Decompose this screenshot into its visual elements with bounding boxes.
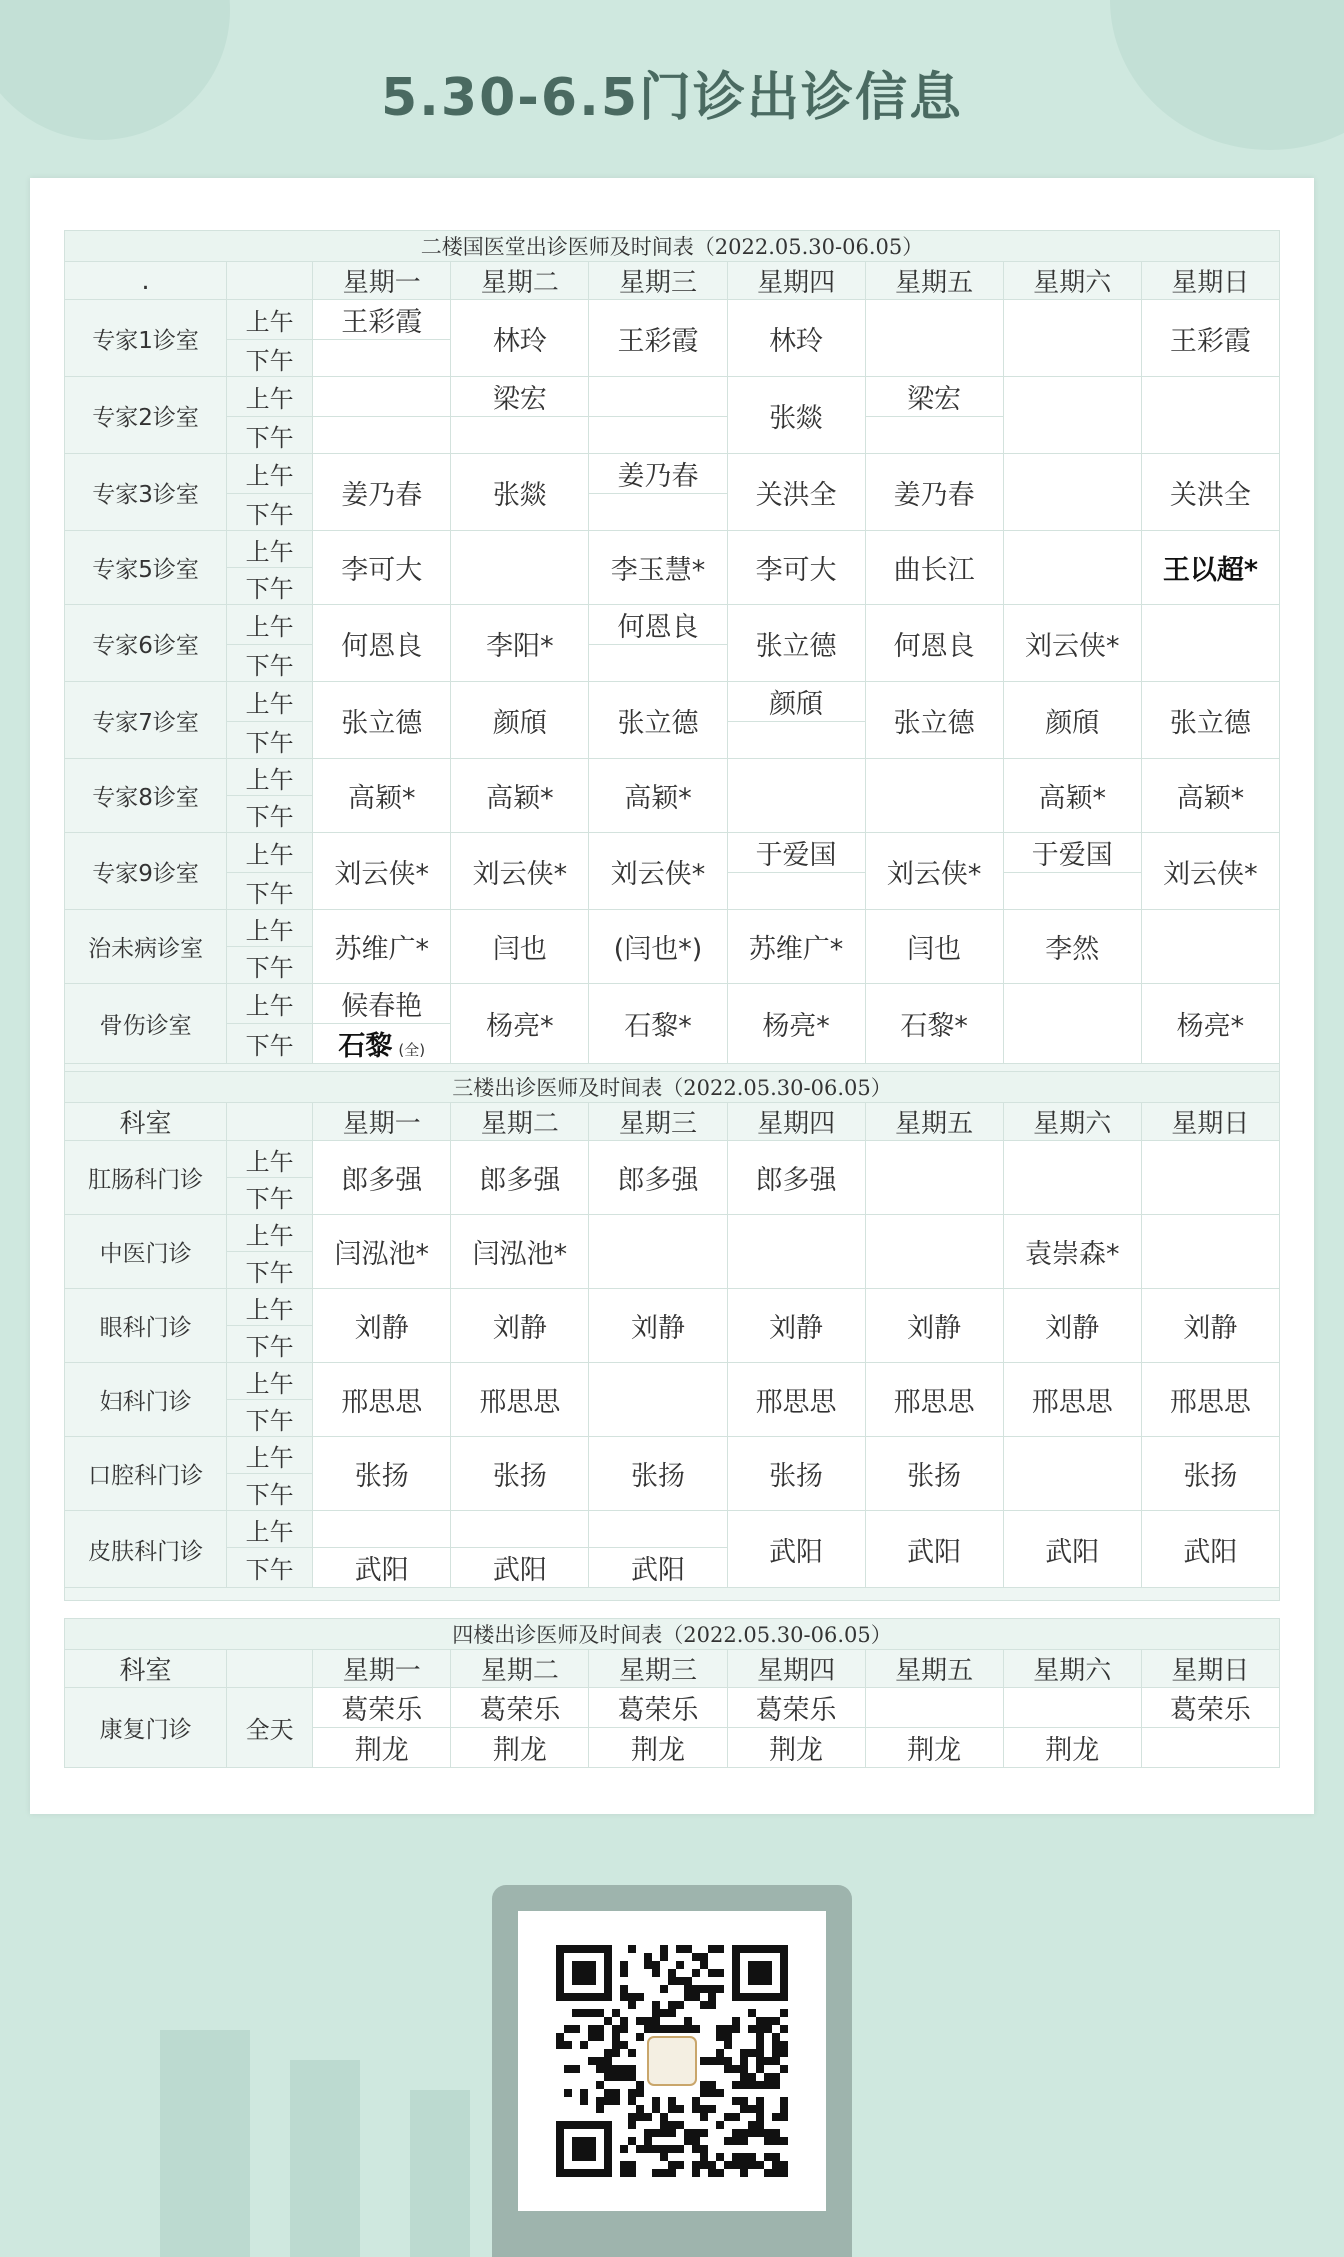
floor2-row-am — [65, 377, 1280, 417]
doctor-cell: 李玉慧* — [589, 531, 727, 605]
doctor-cell — [1003, 377, 1141, 454]
department-name: 眼科门诊 — [65, 1289, 227, 1363]
doctor-cell: 郎多强 — [313, 1141, 451, 1215]
floor2-header-cell: 星期一 — [313, 262, 451, 300]
doctor-cell-pm — [589, 494, 727, 531]
doctor-cell — [865, 1141, 1003, 1215]
time-pm-label: 下午 — [227, 1326, 313, 1363]
decor-building-3 — [410, 2090, 470, 2257]
floor3-row-am — [65, 1511, 1280, 1548]
doctor-cell: 李阳* — [451, 605, 589, 682]
doctor-cell: 何恩良 — [313, 605, 451, 682]
floor3-spacer — [65, 1588, 1280, 1601]
doctor-cell-am: 候春艳 — [313, 984, 451, 1024]
doctor-cell: (闫也*) — [589, 910, 727, 984]
time-pm-label: 下午 — [227, 645, 313, 682]
time-pm-label: 下午 — [227, 1400, 313, 1437]
doctor-cell: 颜頎 — [451, 682, 589, 759]
doctor-cell-line2: 荆龙 — [1003, 1728, 1141, 1768]
floor2-row-am — [65, 984, 1280, 1024]
doctor-cell-pm — [727, 722, 865, 759]
doctor-cell — [1003, 454, 1141, 531]
doctor-cell-line2: 荆龙 — [865, 1728, 1003, 1768]
doctor-cell: 石黎* — [589, 984, 727, 1064]
department-name: 康复门诊 — [65, 1688, 227, 1768]
department-name: 专家9诊室 — [65, 833, 227, 910]
doctor-cell-pm — [727, 873, 865, 910]
department-name: 专家5诊室 — [65, 531, 227, 605]
floor4-header-cell: 星期三 — [589, 1650, 727, 1688]
doctor-cell-am — [313, 1511, 451, 1548]
doctor-cell-line2: 荆龙 — [313, 1728, 451, 1768]
doctor-cell-pm — [589, 645, 727, 682]
doctor-cell: 张扬 — [727, 1437, 865, 1511]
floor3-header-cell — [227, 1103, 313, 1141]
floor2-header-cell: 星期三 — [589, 262, 727, 300]
doctor-cell: 张立德 — [313, 682, 451, 759]
floor4-caption-row — [65, 1619, 1280, 1650]
time-am-label: 上午 — [227, 1363, 313, 1400]
doctor-cell-pm — [1003, 873, 1141, 910]
doctor-cell-pm — [313, 417, 451, 454]
doctor-cell: 闫也 — [451, 910, 589, 984]
time-pm-label: 下午 — [227, 1178, 313, 1215]
floor3-row-am — [65, 1437, 1280, 1474]
doctor-cell-pm — [589, 1548, 727, 1588]
doctor-cell — [589, 1215, 727, 1289]
doctor-cell — [1141, 910, 1279, 984]
doctor-cell-am: 颜頎 — [727, 682, 865, 722]
doctor-cell-pm — [865, 417, 1003, 454]
doctor-cell: 邢思思 — [865, 1363, 1003, 1437]
floor2-header-cell: 星期六 — [1003, 262, 1141, 300]
floor2-header-cell: 星期二 — [451, 262, 589, 300]
qr-panel — [492, 1885, 852, 2257]
floor2-row-am — [65, 454, 1280, 494]
doctor-cell: 武阳 — [1003, 1511, 1141, 1588]
floor2-caption: 二楼国医堂出诊医师及时间表（2022.05.30-06.05） — [65, 231, 1280, 262]
time-pm-label: 下午 — [227, 1252, 313, 1289]
floor3-header-cell: 星期三 — [589, 1103, 727, 1141]
doctor-cell — [1141, 1141, 1279, 1215]
doctor-cell: 王以超* — [1141, 531, 1279, 605]
time-am-label: 上午 — [227, 910, 313, 947]
floor3-header-row — [65, 1103, 1280, 1141]
time-am-label: 上午 — [227, 1141, 313, 1178]
department-name: 肛肠科门诊 — [65, 1141, 227, 1215]
doctor-cell: 颜頎 — [1003, 682, 1141, 759]
doctor-cell — [727, 1215, 865, 1289]
floor3-header-cell: 星期四 — [727, 1103, 865, 1141]
floor2-header-row — [65, 262, 1280, 300]
doctor-cell — [727, 759, 865, 833]
doctor-cell: 曲长江 — [865, 531, 1003, 605]
time-am-label: 上午 — [227, 682, 313, 722]
doctor-cell — [1141, 1215, 1279, 1289]
doctor-cell-line1 — [865, 1688, 1003, 1728]
floor4-header-cell: 星期四 — [727, 1650, 865, 1688]
doctor-cell-line1: 葛荣乐 — [313, 1688, 451, 1728]
doctor-cell — [1003, 300, 1141, 377]
doctor-cell: 张扬 — [865, 1437, 1003, 1511]
doctor-cell: 苏维广* — [727, 910, 865, 984]
doctor-cell: 杨亮* — [1141, 984, 1279, 1064]
floor4-header-row — [65, 1650, 1280, 1688]
doctor-cell-line1 — [1003, 1688, 1141, 1728]
time-am-label: 上午 — [227, 1437, 313, 1474]
doctor-cell: 刘静 — [1141, 1289, 1279, 1363]
schedule-card — [30, 178, 1314, 1814]
doctor-cell: 武阳 — [865, 1511, 1003, 1588]
department-name: 专家6诊室 — [65, 605, 227, 682]
doctor-name: 石黎 — [338, 1031, 393, 1062]
doctor-cell — [589, 1363, 727, 1437]
doctor-cell: 姜乃春 — [865, 454, 1003, 531]
doctor-cell-line2: 荆龙 — [589, 1728, 727, 1768]
doctor-cell: 袁崇森* — [1003, 1215, 1141, 1289]
doctor-cell-line1: 葛荣乐 — [589, 1688, 727, 1728]
doctor-cell: 苏维广* — [313, 910, 451, 984]
doctor-cell: 林玲 — [451, 300, 589, 377]
doctor-cell: 刘静 — [727, 1289, 865, 1363]
time-pm-label: 下午 — [227, 1474, 313, 1511]
time-am-label: 上午 — [227, 377, 313, 417]
time-pm-label: 下午 — [227, 1548, 313, 1588]
doctor-cell-pm — [313, 1024, 451, 1064]
floor2-row-am — [65, 531, 1280, 568]
time-pm-label: 下午 — [227, 494, 313, 531]
doctor-cell: 何恩良 — [865, 605, 1003, 682]
doctor-cell: 石黎* — [865, 984, 1003, 1064]
doctor-cell: 郎多强 — [451, 1141, 589, 1215]
doctor-cell: 张立德 — [1141, 682, 1279, 759]
time-pm-label: 下午 — [227, 568, 313, 605]
doctor-cell — [1141, 377, 1279, 454]
doctor-cell: 关洪全 — [1141, 454, 1279, 531]
decor-building-2 — [290, 2060, 360, 2257]
floor3-row-am — [65, 1363, 1280, 1400]
floor2-row-am — [65, 759, 1280, 796]
floor3-schedule-table — [64, 1071, 1280, 1601]
floor3-row-am — [65, 1141, 1280, 1178]
floor3-row-am — [65, 1289, 1280, 1326]
doctor-cell: 高颖* — [1141, 759, 1279, 833]
doctor-cell: 刘云侠* — [313, 833, 451, 910]
floor3-header-cell: 星期二 — [451, 1103, 589, 1141]
doctor-cell-am — [451, 1511, 589, 1548]
floor3-row-am — [65, 1215, 1280, 1252]
doctor-cell: 高颖* — [589, 759, 727, 833]
department-name: 妇科门诊 — [65, 1363, 227, 1437]
doctor-cell: 邢思思 — [1141, 1363, 1279, 1437]
doctor-cell: 邢思思 — [313, 1363, 451, 1437]
doctor-cell-am: 姜乃春 — [589, 454, 727, 494]
doctor-cell-am — [589, 1511, 727, 1548]
doctor-cell-pm — [451, 417, 589, 454]
time-am-label: 上午 — [227, 300, 313, 340]
floor4-schedule-table — [64, 1618, 1280, 1768]
doctor-cell: 高颖* — [451, 759, 589, 833]
doctor-cell: 刘云侠* — [1141, 833, 1279, 910]
time-am-label: 上午 — [227, 605, 313, 645]
doctor-cell: 姜乃春 — [313, 454, 451, 531]
doctor-cell: 郎多强 — [727, 1141, 865, 1215]
doctor-cell: 张扬 — [589, 1437, 727, 1511]
doctor-cell: 刘云侠* — [865, 833, 1003, 910]
doctor-cell: 邢思思 — [1003, 1363, 1141, 1437]
floor3-caption-row — [65, 1072, 1280, 1103]
floor2-row-am — [65, 910, 1280, 947]
doctor-cell: 张燚 — [727, 377, 865, 454]
floor3-header-cell: 星期一 — [313, 1103, 451, 1141]
doctor-cell-pm — [589, 417, 727, 454]
floor2-header-cell: 星期四 — [727, 262, 865, 300]
floor4-header-cell: 科室 — [65, 1650, 227, 1688]
doctor-cell-am: 何恩良 — [589, 605, 727, 645]
doctor-cell — [865, 300, 1003, 377]
floor2-header-cell: 星期五 — [865, 262, 1003, 300]
department-name: 治未病诊室 — [65, 910, 227, 984]
doctor-cell: 刘云侠* — [1003, 605, 1141, 682]
doctor-cell: 刘静 — [451, 1289, 589, 1363]
doctor-cell: 刘静 — [589, 1289, 727, 1363]
doctor-cell: 张立德 — [865, 682, 1003, 759]
floor2-caption-row — [65, 231, 1280, 262]
doctor-cell: 刘静 — [1003, 1289, 1141, 1363]
doctor-cell: 郎多强 — [589, 1141, 727, 1215]
time-pm-label: 下午 — [227, 722, 313, 759]
floor2-header-cell: . — [65, 262, 227, 300]
doctor-cell: 关洪全 — [727, 454, 865, 531]
doctor-cell: 刘静 — [313, 1289, 451, 1363]
page-title: 5.30-6.5门诊出诊信息 — [381, 68, 963, 128]
doctor-cell — [451, 531, 589, 605]
floor2-row-am — [65, 682, 1280, 722]
department-name: 皮肤科门诊 — [65, 1511, 227, 1588]
floor2-row-am — [65, 605, 1280, 645]
doctor-name: 武阳 — [492, 1555, 547, 1586]
floor4-row-1 — [65, 1688, 1280, 1728]
doctor-cell: 高颖* — [313, 759, 451, 833]
time-pm-label: 下午 — [227, 417, 313, 454]
doctor-cell-line1: 葛荣乐 — [451, 1688, 589, 1728]
doctor-cell: 刘云侠* — [589, 833, 727, 910]
floor3-caption: 三楼出诊医师及时间表（2022.05.30-06.05） — [65, 1072, 1280, 1103]
floor3-header-cell: 星期六 — [1003, 1103, 1141, 1141]
doctor-cell: 张燚 — [451, 454, 589, 531]
time-am-label: 上午 — [227, 1289, 313, 1326]
doctor-cell — [1003, 1141, 1141, 1215]
doctor-name: 武阳 — [354, 1555, 409, 1586]
doctor-cell: 杨亮* — [727, 984, 865, 1064]
floor2-header-cell — [227, 262, 313, 300]
doctor-cell: 张扬 — [313, 1437, 451, 1511]
doctor-cell: 李可大 — [727, 531, 865, 605]
doctor-cell: 张立德 — [727, 605, 865, 682]
department-name: 专家3诊室 — [65, 454, 227, 531]
time-am-label: 上午 — [227, 833, 313, 873]
doctor-cell-am: 于爱国 — [727, 833, 865, 873]
floor4-header-cell: 星期一 — [313, 1650, 451, 1688]
time-pm-label: 下午 — [227, 947, 313, 984]
time-am-label: 上午 — [227, 1215, 313, 1252]
doctor-cell: 杨亮* — [451, 984, 589, 1064]
doctor-cell: 武阳 — [727, 1511, 865, 1588]
time-am-label: 上午 — [227, 1511, 313, 1548]
department-name: 中医门诊 — [65, 1215, 227, 1289]
time-am-label: 上午 — [227, 531, 313, 568]
floor2-header-cell: 星期日 — [1141, 262, 1279, 300]
full-day-note: (全) — [398, 1041, 426, 1059]
doctor-cell: 邢思思 — [727, 1363, 865, 1437]
doctor-cell: 李可大 — [313, 531, 451, 605]
department-name: 专家2诊室 — [65, 377, 227, 454]
floor4-caption: 四楼出诊医师及时间表（2022.05.30-06.05） — [65, 1619, 1280, 1650]
doctor-cell-am: 梁宏 — [865, 377, 1003, 417]
doctor-cell: 闫也 — [865, 910, 1003, 984]
floor2-schedule-table — [64, 230, 1280, 1077]
floor4-header-cell — [227, 1650, 313, 1688]
doctor-cell-line1: 葛荣乐 — [1141, 1688, 1279, 1728]
doctor-cell-am — [313, 377, 451, 417]
qr-code-graphic — [518, 1911, 826, 2211]
doctor-cell: 刘静 — [865, 1289, 1003, 1363]
doctor-cell: 刘云侠* — [451, 833, 589, 910]
floor2-row-am — [65, 300, 1280, 340]
department-name: 口腔科门诊 — [65, 1437, 227, 1511]
doctor-cell: 张扬 — [451, 1437, 589, 1511]
doctor-cell — [865, 759, 1003, 833]
doctor-cell: 武阳 — [1141, 1511, 1279, 1588]
doctor-cell-pm — [313, 340, 451, 377]
doctor-cell-am: 王彩霞 — [313, 300, 451, 340]
doctor-cell: 邢思思 — [451, 1363, 589, 1437]
floor3-spacer-row — [65, 1588, 1280, 1601]
doctor-cell — [1003, 1437, 1141, 1511]
department-name: 专家8诊室 — [65, 759, 227, 833]
doctor-cell — [1003, 531, 1141, 605]
department-name: 骨伤诊室 — [65, 984, 227, 1064]
doctor-cell — [865, 1215, 1003, 1289]
department-name: 专家7诊室 — [65, 682, 227, 759]
doctor-cell: 王彩霞 — [589, 300, 727, 377]
doctor-cell: 闫泓池* — [451, 1215, 589, 1289]
doctor-cell-am: 于爱国 — [1003, 833, 1141, 873]
decor-building-1 — [160, 2030, 250, 2257]
floor4-header-cell: 星期六 — [1003, 1650, 1141, 1688]
doctor-cell: 张立德 — [589, 682, 727, 759]
time-pm-label: 下午 — [227, 873, 313, 910]
doctor-cell — [1003, 984, 1141, 1064]
floor3-header-cell: 科室 — [65, 1103, 227, 1141]
doctor-name: 武阳 — [630, 1555, 685, 1586]
time-pm-label: 下午 — [227, 1024, 313, 1064]
doctor-cell: 林玲 — [727, 300, 865, 377]
department-name: 专家1诊室 — [65, 300, 227, 377]
doctor-cell: 高颖* — [1003, 759, 1141, 833]
doctor-cell — [1141, 605, 1279, 682]
doctor-cell-am: 梁宏 — [451, 377, 589, 417]
doctor-cell-line2: 荆龙 — [727, 1728, 865, 1768]
floor4-header-cell: 星期日 — [1141, 1650, 1279, 1688]
time-pm-label: 下午 — [227, 340, 313, 377]
doctor-cell-pm — [313, 1548, 451, 1588]
time-am-label: 上午 — [227, 454, 313, 494]
doctor-cell: 王彩霞 — [1141, 300, 1279, 377]
qr-code[interactable] — [518, 1911, 826, 2211]
doctor-cell: 张扬 — [1141, 1437, 1279, 1511]
floor3-header-cell: 星期日 — [1141, 1103, 1279, 1141]
doctor-cell: 闫泓池* — [313, 1215, 451, 1289]
floor2-row-am — [65, 833, 1280, 873]
doctor-cell-line2: 荆龙 — [451, 1728, 589, 1768]
floor3-header-cell: 星期五 — [865, 1103, 1003, 1141]
time-am-label: 上午 — [227, 984, 313, 1024]
doctor-cell-am — [589, 377, 727, 417]
doctor-cell: 李然 — [1003, 910, 1141, 984]
floor4-header-cell: 星期五 — [865, 1650, 1003, 1688]
doctor-cell-pm — [451, 1548, 589, 1588]
time-pm-label: 下午 — [227, 796, 313, 833]
doctor-cell-line1: 葛荣乐 — [727, 1688, 865, 1728]
floor4-header-cell: 星期二 — [451, 1650, 589, 1688]
time-fullday-label: 全天 — [227, 1688, 313, 1768]
doctor-cell-line2 — [1141, 1728, 1279, 1768]
time-am-label: 上午 — [227, 759, 313, 796]
